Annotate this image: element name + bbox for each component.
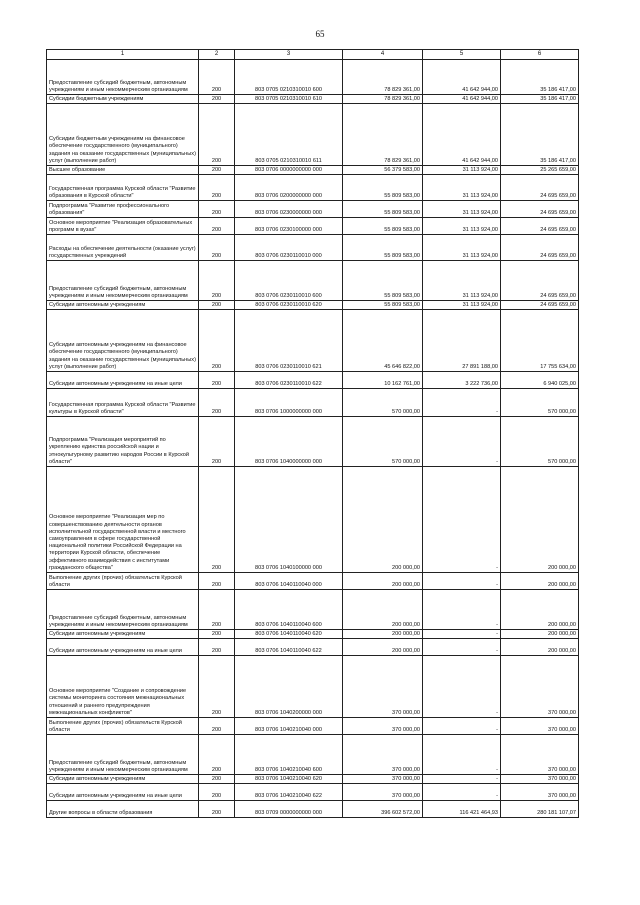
row-sum1-cell: 370 000,00	[343, 735, 423, 775]
row-kbk-cell: 803 0706 1040110040 000	[235, 573, 343, 590]
row-sum2-cell: 41 642 944,00	[423, 60, 501, 95]
row-sum2-cell: 27 891 188,00	[423, 310, 501, 372]
row-sum3-cell: 35 186 417,00	[501, 104, 579, 166]
row-name-cell: Субсидии автономным учреждениям	[47, 630, 199, 639]
row-sum2-cell: 31 113 924,00	[423, 218, 501, 235]
row-kbk-cell: 803 0705 0210310010 611	[235, 104, 343, 166]
budget-table	[46, 49, 579, 818]
row-sum1-cell: 55 809 583,00	[343, 301, 423, 310]
row-sum2-cell: -	[423, 630, 501, 639]
row-name-cell: Предоставление субсидий бюджетным, автономным учреждениям и иным некоммерческим организациям	[47, 735, 199, 775]
row-sum2-cell: -	[423, 735, 501, 775]
row-sum1-cell: 45 646 822,00	[343, 310, 423, 372]
row-kbk-cell: 803 0709 0000000000 000	[235, 801, 343, 818]
table-row	[47, 656, 579, 718]
table-row	[47, 60, 579, 95]
row-sum3-cell: 35 186 417,00	[501, 60, 579, 95]
table-row	[47, 467, 579, 573]
row-kbk-cell: 803 0706 0230000000 000	[235, 201, 343, 218]
row-sum1-cell: 370 000,00	[343, 775, 423, 784]
row-sum3-cell: 370 000,00	[501, 784, 579, 801]
row-name-cell: Субсидии автономным учреждениям на финансовое обеспечение государственного (муниципального) задания на оказание государственных (муниципальных) услуг (выполнение работ)	[47, 310, 199, 372]
row-kbk-cell: 803 0706 0200000000 000	[235, 175, 343, 201]
row-sum2-cell: -	[423, 718, 501, 735]
row-sum3-cell: 24 695 659,00	[501, 175, 579, 201]
row-code-cell: 200	[199, 801, 235, 818]
row-sum2-cell: -	[423, 573, 501, 590]
row-sum1-cell: 55 809 583,00	[343, 201, 423, 218]
row-sum2-cell: 41 642 944,00	[423, 104, 501, 166]
table-row	[47, 104, 579, 166]
row-sum2-cell: -	[423, 389, 501, 417]
row-code-cell: 200	[199, 590, 235, 630]
row-name-cell: Расходы на обеспечение деятельности (оказание услуг) государственных учреждений	[47, 235, 199, 261]
table-row	[47, 175, 579, 201]
row-name-cell: Предоставление субсидий бюджетным, автономным учреждениям и иным некоммерческим организациям	[47, 590, 199, 630]
row-name-cell: Субсидии бюджетным учреждениям	[47, 95, 199, 104]
row-name-cell: Субсидии автономным учреждениям	[47, 775, 199, 784]
row-code-cell: 200	[199, 784, 235, 801]
row-sum2-cell: -	[423, 656, 501, 718]
row-sum3-cell: 200 000,00	[501, 590, 579, 630]
row-sum2-cell: -	[423, 775, 501, 784]
row-code-cell: 200	[199, 467, 235, 573]
row-code-cell: 200	[199, 656, 235, 718]
row-sum1-cell: 10 162 761,00	[343, 372, 423, 389]
row-sum2-cell: -	[423, 590, 501, 630]
row-code-cell: 200	[199, 372, 235, 389]
row-sum3-cell: 200 000,00	[501, 467, 579, 573]
row-sum1-cell: 200 000,00	[343, 590, 423, 630]
row-name-cell: Основное мероприятие "Реализация образовательных программ в вузах"	[47, 218, 199, 235]
row-kbk-cell: 803 0706 1040110040 620	[235, 630, 343, 639]
row-sum1-cell: 200 000,00	[343, 467, 423, 573]
row-sum2-cell: 41 642 944,00	[423, 95, 501, 104]
table-row	[47, 590, 579, 630]
row-sum3-cell: 570 000,00	[501, 417, 579, 467]
row-code-cell: 200	[199, 775, 235, 784]
row-name-cell: Выполнение других (прочих) обязательств Курской области	[47, 718, 199, 735]
table-row	[47, 166, 579, 175]
row-kbk-cell: 803 0706 1000000000 000	[235, 389, 343, 417]
row-sum2-cell: -	[423, 417, 501, 467]
table-row	[47, 201, 579, 218]
row-sum2-cell: 3 222 736,00	[423, 372, 501, 389]
row-code-cell: 200	[199, 735, 235, 775]
row-sum1-cell: 56 379 583,00	[343, 166, 423, 175]
row-name-cell: Основное мероприятие "Реализация мер по совершенствованию деятельности органов исполнительной государственной власти и местного самоуправления в сфере государственной национальной политики Российской Федерации на территории Курской области, обеспечение эффективного взаимодействия с институтами гражданского общества"	[47, 467, 199, 573]
row-sum3-cell: 280 181 107,07	[501, 801, 579, 818]
page-number: 65	[315, 29, 325, 39]
row-sum1-cell: 200 000,00	[343, 573, 423, 590]
table-row	[47, 95, 579, 104]
row-sum1-cell: 55 809 583,00	[343, 235, 423, 261]
table-row	[47, 235, 579, 261]
row-sum2-cell: 31 113 924,00	[423, 235, 501, 261]
header-cell-sum1: 4	[343, 50, 423, 60]
row-code-cell: 200	[199, 301, 235, 310]
row-sum3-cell: 17 755 634,00	[501, 310, 579, 372]
row-sum2-cell: 31 113 924,00	[423, 166, 501, 175]
row-sum3-cell: 25 265 659,00	[501, 166, 579, 175]
row-sum1-cell: 55 809 583,00	[343, 261, 423, 301]
row-kbk-cell: 803 0706 1040200000 000	[235, 656, 343, 718]
row-sum3-cell: 35 186 417,00	[501, 95, 579, 104]
row-sum2-cell: 31 113 924,00	[423, 261, 501, 301]
row-sum2-cell: 31 113 924,00	[423, 301, 501, 310]
row-kbk-cell: 803 0706 1040100000 000	[235, 467, 343, 573]
row-sum3-cell: 200 000,00	[501, 639, 579, 656]
table-row	[47, 372, 579, 389]
header-cell-kbk: 3	[235, 50, 343, 60]
row-sum3-cell: 200 000,00	[501, 573, 579, 590]
row-kbk-cell: 803 0706 1040210040 620	[235, 775, 343, 784]
row-sum3-cell: 24 695 659,00	[501, 218, 579, 235]
table-row	[47, 573, 579, 590]
row-sum1-cell: 200 000,00	[343, 630, 423, 639]
row-sum1-cell: 78 829 361,00	[343, 95, 423, 104]
row-sum2-cell: -	[423, 639, 501, 656]
row-code-cell: 200	[199, 261, 235, 301]
row-name-cell: Субсидии автономным учреждениям	[47, 301, 199, 310]
table-row	[47, 417, 579, 467]
row-sum2-cell: 31 113 924,00	[423, 201, 501, 218]
row-name-cell: Основное мероприятие "Создание и сопровождение системы мониторинга состояния межнациональных отношений и раннего предупреждения межнациональных конфликтов"	[47, 656, 199, 718]
row-code-cell: 200	[199, 95, 235, 104]
row-kbk-cell: 803 0706 0230110010 600	[235, 261, 343, 301]
row-code-cell: 200	[199, 718, 235, 735]
row-kbk-cell: 803 0706 1040210040 000	[235, 718, 343, 735]
row-sum1-cell: 570 000,00	[343, 389, 423, 417]
table-row	[47, 718, 579, 735]
row-sum2-cell: -	[423, 467, 501, 573]
row-kbk-cell: 803 0706 0230110010 622	[235, 372, 343, 389]
table-row	[47, 801, 579, 818]
row-sum2-cell: -	[423, 784, 501, 801]
row-kbk-cell: 803 0706 1040210040 622	[235, 784, 343, 801]
row-sum1-cell: 570 000,00	[343, 417, 423, 467]
row-sum3-cell: 370 000,00	[501, 656, 579, 718]
row-name-cell: Субсидии автономным учреждениям на иные цели	[47, 639, 199, 656]
row-name-cell: Государственная программа Курской области "Развитие образования в Курской области"	[47, 175, 199, 201]
row-name-cell: Подпрограмма "Реализация мероприятий по укреплению единства российской нации и этнокультурному развитию народов России в Курской области"	[47, 417, 199, 467]
row-code-cell: 200	[199, 639, 235, 656]
row-sum3-cell: 370 000,00	[501, 718, 579, 735]
row-sum3-cell: 24 695 659,00	[501, 201, 579, 218]
row-kbk-cell: 803 0706 0230110010 000	[235, 235, 343, 261]
row-code-cell: 200	[199, 389, 235, 417]
row-sum1-cell: 370 000,00	[343, 784, 423, 801]
row-sum1-cell: 78 829 361,00	[343, 60, 423, 95]
row-sum1-cell: 370 000,00	[343, 656, 423, 718]
row-code-cell: 200	[199, 417, 235, 467]
row-sum1-cell: 200 000,00	[343, 639, 423, 656]
row-kbk-cell: 803 0706 0000000000 000	[235, 166, 343, 175]
table-body	[47, 50, 579, 818]
row-sum3-cell: 370 000,00	[501, 775, 579, 784]
row-sum1-cell: 78 829 361,00	[343, 104, 423, 166]
row-code-cell: 200	[199, 218, 235, 235]
row-code-cell: 200	[199, 60, 235, 95]
row-kbk-cell: 803 0706 0230110010 621	[235, 310, 343, 372]
row-sum3-cell: 6 940 025,00	[501, 372, 579, 389]
table-row	[47, 735, 579, 775]
row-sum2-cell: 31 113 924,00	[423, 175, 501, 201]
table-row	[47, 301, 579, 310]
row-name-cell: Выполнение других (прочих) обязательств Курской области	[47, 573, 199, 590]
row-kbk-cell: 803 0706 1040110040 622	[235, 639, 343, 656]
row-sum1-cell: 396 602 572,00	[343, 801, 423, 818]
row-name-cell: Субсидии автономным учреждениям на иные цели	[47, 372, 199, 389]
table-row	[47, 310, 579, 372]
row-sum3-cell: 24 695 659,00	[501, 235, 579, 261]
row-code-cell: 200	[199, 630, 235, 639]
table-row	[47, 389, 579, 417]
header-cell-sum3: 6	[501, 50, 579, 60]
table-row	[47, 630, 579, 639]
table-row	[47, 784, 579, 801]
row-code-cell: 200	[199, 104, 235, 166]
row-code-cell: 200	[199, 166, 235, 175]
row-kbk-cell: 803 0706 1040110040 600	[235, 590, 343, 630]
table-row	[47, 775, 579, 784]
row-sum1-cell: 55 809 583,00	[343, 218, 423, 235]
row-sum3-cell: 570 000,00	[501, 389, 579, 417]
row-code-cell: 200	[199, 201, 235, 218]
row-kbk-cell: 803 0706 0230100000 000	[235, 218, 343, 235]
row-sum3-cell: 24 695 659,00	[501, 301, 579, 310]
table-row	[47, 639, 579, 656]
row-sum2-cell: 116 421 464,93	[423, 801, 501, 818]
row-kbk-cell: 803 0706 1040000000 000	[235, 417, 343, 467]
row-sum1-cell: 370 000,00	[343, 718, 423, 735]
row-code-cell: 200	[199, 235, 235, 261]
row-name-cell: Подпрограмма "Развитие профессионального образования"	[47, 201, 199, 218]
header-cell-sum2: 5	[423, 50, 501, 60]
table-row	[47, 261, 579, 301]
row-name-cell: Субсидии автономным учреждениям на иные цели	[47, 784, 199, 801]
row-code-cell: 200	[199, 310, 235, 372]
header-cell-code: 2	[199, 50, 235, 60]
row-name-cell: Государственная программа Курской области "Развитие культуры в Курской области"	[47, 389, 199, 417]
row-name-cell: Предоставление субсидий бюджетным, автономным учреждениям и иным некоммерческим организациям	[47, 60, 199, 95]
row-sum3-cell: 370 000,00	[501, 735, 579, 775]
row-sum3-cell: 24 695 659,00	[501, 261, 579, 301]
row-name-cell: Субсидии бюджетным учреждениям на финансовое обеспечение государственного (муниципального) задания на оказание государственных (муниципальных) услуг (выполнение работ)	[47, 104, 199, 166]
row-sum3-cell: 200 000,00	[501, 630, 579, 639]
row-kbk-cell: 803 0706 1040210040 600	[235, 735, 343, 775]
row-code-cell: 200	[199, 175, 235, 201]
table-header-row	[47, 50, 579, 60]
row-code-cell: 200	[199, 573, 235, 590]
table-row	[47, 218, 579, 235]
row-name-cell: Предоставление субсидий бюджетным, автономным учреждениям и иным некоммерческим организациям	[47, 261, 199, 301]
row-sum1-cell: 55 809 583,00	[343, 175, 423, 201]
row-kbk-cell: 803 0705 0210310010 610	[235, 95, 343, 104]
row-name-cell: Другие вопросы в области образования	[47, 801, 199, 818]
row-kbk-cell: 803 0705 0210310010 600	[235, 60, 343, 95]
row-kbk-cell: 803 0706 0230110010 620	[235, 301, 343, 310]
row-name-cell: Высшее образование	[47, 166, 199, 175]
header-cell-name: 1	[47, 50, 199, 60]
